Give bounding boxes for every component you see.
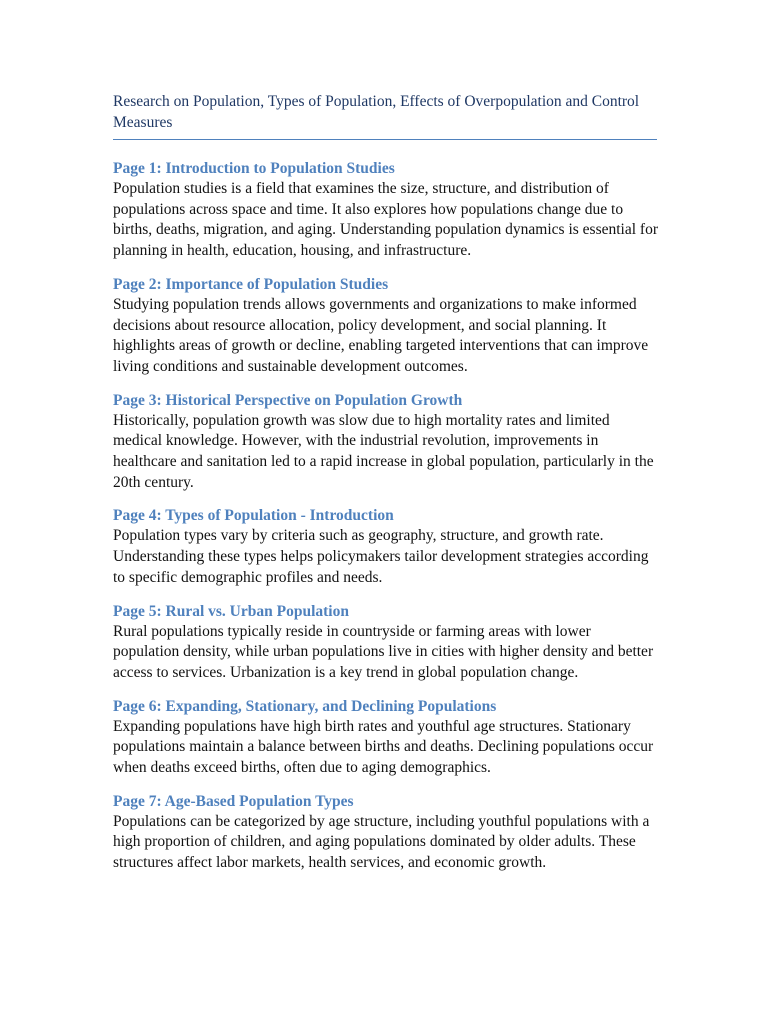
section-page-7	[113, 791, 658, 874]
section-body: Historically, population growth was slow due to high mortality rates and limited medical knowledge. However, with the industrial revolution, improvements in healthcare and sanitation led to a rapid increase in global population, particularly in the 20th century.	[113, 411, 654, 491]
section-heading: Page 6: Expanding, Stationary, and Declining Populations	[113, 697, 497, 715]
section-body: Population studies is a field that examines the size, structure, and distribution of populations across space and time. It also explores how populations change due to births, deaths, migration, and aging. Understanding population dynamics is essential for planning in health, education, housing, and infrastructure.	[113, 180, 658, 260]
section-page-6	[113, 696, 658, 779]
section-body: Studying population trends allows governments and organizations to make informed decisions about resource allocation, policy development, and social planning. It highlights areas of growth or decline, enabling targeted interventions that can improve living conditions and sustainable development outcomes.	[113, 295, 649, 375]
section-page-3	[113, 390, 658, 494]
section-page-4	[113, 505, 658, 588]
section-heading: Page 2: Importance of Population Studies	[113, 275, 389, 293]
section-page-2	[113, 274, 658, 378]
section-page-1	[113, 158, 658, 262]
section-body: Populations can be categorized by age structure, including youthful populations with a high proportion of children, and aging populations dominated by older adults. These structures affect labor markets, health services, and economic growth.	[113, 812, 650, 872]
document-title: Research on Population, Types of Population, Effects of Overpopulation and Control Measures	[113, 93, 640, 131]
section-heading: Page 7: Age-Based Population Types	[113, 792, 354, 810]
section-body: Population types vary by criteria such as geography, structure, and growth rate. Understanding these types helps policymakers tailor development strategies according to specific demographic profiles and needs.	[113, 527, 649, 586]
section-heading: Page 4: Types of Population - Introduction	[113, 507, 394, 525]
section-heading: Page 1: Introduction to Population Studies	[113, 160, 395, 177]
section-heading: Page 3: Historical Perspective on Population Growth	[113, 391, 463, 409]
section-page-5	[113, 601, 658, 684]
sections-container	[113, 158, 658, 886]
section-body: Expanding populations have high birth rates and youthful age structures. Stationary populations maintain a balance between births and deaths. Declining populations occur when deaths exceed births, often due to aging demographics.	[113, 717, 654, 777]
title-divider	[113, 139, 657, 140]
section-heading: Page 5: Rural vs. Urban Population	[113, 602, 349, 620]
section-body: Rural populations typically reside in countryside or farming areas with lower population density, while urban populations live in cities with higher density and better access to services. Urbanization is a key trend in global population change.	[113, 622, 654, 681]
